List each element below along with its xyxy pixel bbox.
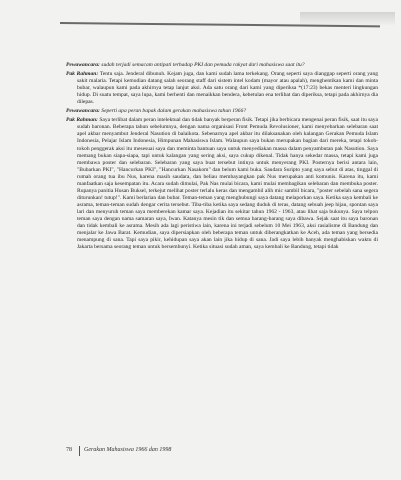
answer-text: Saya terlibat dalam peran intelektual dan tidak banyak berperan fisik. Tetapi jika berbicara mengenai peran fisik, saat itu saya sudah baronan. Beberapa tahun sebelumnya, dengan nama organisasi Front Pemuda Revolusioner, kami menyebarkan selebaran saat apel akbar menyambut Jenderal Nasution di balaikota. Sebenarnya apel akbar itu dilaksanakan oleh kalangan Gerakan Pemuda Islam Indonesia, Pelajar Islam Indonesia, Himpunan Mahasiswa Islam. Walaupun saya bukan merupakan bagian dari mereka, tetapi tokoh-tokoh penggerak aksi itu mesesuai saya dan meminta bantuan saya untuk menyediakan massa dalam penyambutan pak Nasution. Saya memang bukan siapa-siapa, tapi untuk kalangan yang sering aksi, saya cukup dikenal. Tidak hanya sekedar massa, tetapi kami juga membawa poster dan selebaran. Selebaran yang saya buat tersebut intinya untuk menyerang PKI. Posternya berisi antara lain, "Bubarkan PKI", "Hancurkan PKI", "Hancurkan Nasakom" dan belum kami buka. Saudara Suripto yang saya sebut di atas, tinggal di rumah orang tua ibu Nus, karena masih saudara, dan beliau membayangkan pak Nus merupakan anti komunis. Karena itu, kami manfaatkan saja kesempatan itu. Acara sudah dimulai, Pak Nas mulai bicara, kami mulai membagikan selebaran dan membuka poster. Rupanya panitia Husan Buksel, terkejut melihat poster terlalu keras dan mengambil alih mic sambil bicara, "poster sebelah sana segera diturunkan! tutup!". Kami berlarian dan bubar. Teman-teman yang menghubungi saya datang melaporkan saya. Ketika saya kembali ke asrama, teman-teman sudah dengar cerita tersebut. Tiba-tiba ketika saya sedang duduk di teras, datang sebuah jeep hijau, spontan saya lari dan menyuruh teman saya memberekan kamar saya. Kejadian itu sekitar tahun 1962 - 1963, atau lihat saja bukunya. Saya telpon teman saya dengan nama samaran saya, Iwan. Katanya mesin tik dan semua barang-barang saya dibawa. Sejak saat itu saya baronan dan tidak kembali ke asrama. Mesih ada lagi peristiwa lain, karena ini terjadi sebelum 10 Mei 1963, aksi rasialisme di Bandung dan menjalar ke Jawa Barat. Kemudian, saya dipersiapkan oleh beberapa teman untuk diberangkatkan ke Aceh, ada teman yang bersedia menampung di sana. Tapi saya pikir, kehidupan saya akan lain jika hidup di sana. Jadi saya lebih banyak menghabiskan waktu di Jakarta bersama seorang teman untuk bersembunyi. Ketika situasi sudah aman, saya kembali ke Bandung, tetapi tidak — [77, 117, 379, 251]
speaker-label: Pak Rahman: — [66, 117, 98, 124]
speaker-label: Pewawancara: — [66, 62, 100, 68]
page-number: 78 — [66, 447, 72, 453]
page-footer — [66, 447, 378, 457]
interview-answer — [66, 71, 378, 106]
speaker-label: Pewawancara: — [66, 108, 100, 115]
interview-answer — [66, 117, 378, 251]
speaker-label: Pak Rahman: — [66, 71, 99, 78]
running-title: Gerakan Mahasiswa 1966 dan 1998 — [84, 447, 172, 453]
interview-text — [66, 62, 378, 253]
interview-question — [66, 108, 378, 115]
question-text: sudah terjadi semacam antipati terhadap PKI dan pemuda rakyat dari mahasiswa saat itu? — [101, 62, 305, 68]
footer-divider — [79, 446, 80, 456]
interview-question — [66, 62, 378, 69]
answer-text: Tentu saja. Jenderal dibunuh. Kejam juga, dan kami sudah lama terkekang. Orang seperti saya dianggap seperti orang yang sakit malaria. Tetapi kemudian datang salah seorang staff dari sistem intel kodam (mayor atau apalah), menghentikan kami dan minta bubar, walaupun kami pada akhirnya tetap lanjut aksi. Ada satu orang dari kami yang diperiksa *(17:23) bekas menteri lingkungan hidup. Di suatu tempat, saya lupa, kami berhenti dan menaikkan bendera, kebetulan ena terlibat dan diperiksa, tetapi pada akhirnya dia dilepas. — [77, 71, 378, 106]
question-text: Seperti apa peran bapak dalam gerakan mahasiswa tahun 1966? — [101, 108, 247, 115]
